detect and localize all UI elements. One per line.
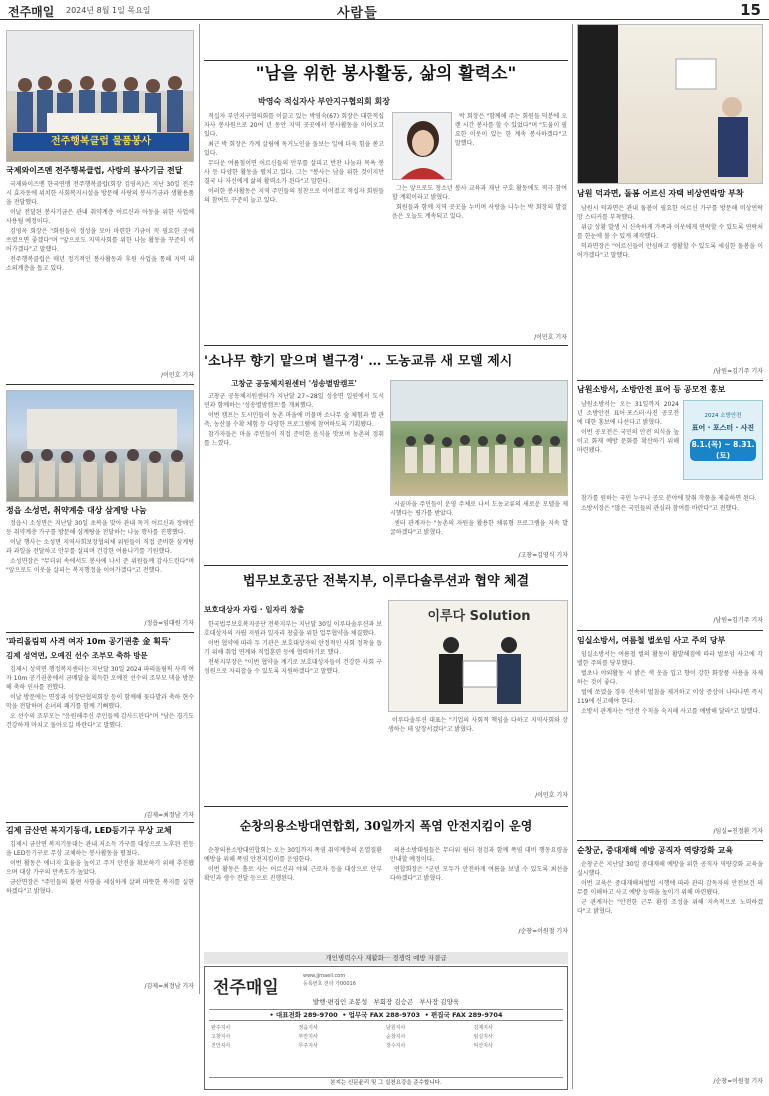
article-paragraph: 오 선수의 조부모는 "응원해주신 주민들께 감사드린다"며 "남은 경기도 건강하게 마치고 돌아오길 바란다"고 말했다.: [6, 713, 194, 729]
article-headline: 김제 금산면 복지기동대, LED등기구 무상 교체: [6, 826, 172, 835]
feature-headline: "남을 위한 봉사활동, 삶의 활력소": [255, 64, 517, 84]
article-paragraph: 남원시 덕과면은 관내 돌봄이 필요한 어르신 가구를 방문해 비상연락망 스티커를 부착했다.: [577, 205, 763, 221]
article-paragraph: 의용소방대원들은 무더위 쉼터 점검과 함께 폭염 대비 행동요령을 안내할 예정이다.: [390, 847, 568, 863]
reporter-byline: /김제=최정남 기자: [144, 983, 194, 990]
staff-line: [209, 997, 563, 1006]
article-paragraph: 이번 교육은 중대재해처벌법 시행에 따라 관리 감독자의 안전보건 의무를 이해하고 사고 예방 능력을 높이기 위해 마련됐다.: [577, 880, 763, 896]
article-paragraph: 센터 관계자는 "농촌의 자원을 활용한 체류형 프로그램을 지속 발굴하겠다"고 밝혔다.: [390, 520, 568, 536]
registration: 등록번호 전라 가00016: [303, 981, 356, 987]
article-paragraph: 최근 박 회장은 가계 살림에 독거노인을 돌보는 일에 더욱 힘을 쏟고 있다.: [204, 141, 384, 157]
article-divider: [6, 384, 194, 385]
branch-office: 정읍지사: [298, 1025, 318, 1031]
branch-office: 고창지사: [211, 1034, 231, 1040]
article-body: [204, 620, 382, 804]
editorial-fax: • 편집국 FAX 289-9704: [424, 1011, 503, 1019]
main-phone: • 대표전화 289-9700: [269, 1011, 338, 1019]
section-title: 사람들: [337, 6, 378, 21]
issue-date: 2024년 8월 1일 목요일: [66, 6, 151, 15]
article-photo: [577, 24, 763, 184]
article-headline: 정읍 소성면, 취약계층 대상 삼계탕 나눔: [6, 506, 147, 515]
article-paragraph: 박 회장은 "함께해 주는 회원들 덕분에 오랜 시간 봉사를 할 수 있었다"며 "도움이 필요한 이웃이 있는 한 계속 봉사하겠다"고 말했다.: [455, 113, 567, 147]
article-paragraph: 벌초나 야외활동 시 밝은 색 옷을 입고 향이 강한 화장품 사용을 자제하는 것이 좋다.: [577, 670, 763, 686]
article-paragraph: 위급 상황 발생 시 신속하게 가족과 이웃에게 연락할 수 있도록 연락처를 한눈에 볼 수 있게 제작했다.: [577, 224, 763, 240]
article-paragraph: 임실소방서는 여름철 벌의 활동이 활발해짐에 따라 벌쏘임 사고에 각별한 주의를 당부했다.: [577, 651, 763, 667]
article-paragraph: 이번 활동은 에너지 효율을 높이고 주거 안전을 확보하기 위해 추진됐으며 대상 가구의 만족도가 높았다.: [6, 860, 194, 876]
reporter-byline: /남원=김기주 기자: [713, 368, 763, 375]
article-body: [388, 716, 568, 766]
article-paragraph: 전북지부장은 "이번 협약을 계기로 보호대상자들이 건강한 사회 구성원으로 자리잡을 수 있도록 지원하겠다"고 말했다.: [204, 659, 382, 675]
article-paragraph: 연합회장은 "군민 모두가 안전하게 여름을 보낼 수 있도록 최선을 다하겠다"고 밝혔다.: [390, 866, 568, 882]
page-header: [0, 0, 769, 20]
article-paragraph: 순창군은 지난달 30일 중대재해 예방을 위한 공직자 역량강화 교육을 실시했다.: [577, 861, 763, 877]
article-headline: '파리올림픽 사격 여자 10m 공기권총 金 획득': [6, 637, 171, 646]
poster-title: 2024 소방안전: [704, 413, 742, 419]
article-paragraph: 벌에 쏘였을 경우 신속히 벌침을 제거하고 이상 증상이 나타나면 즉시 119에 신고해야 한다.: [577, 689, 763, 705]
article-paragraph: 이날 전달된 봉사기금은 관내 취약계층 어르신과 아동을 위한 사업에 사용될 예정이다.: [6, 209, 194, 225]
article-paragraph: 전주행복클럽은 매년 정기적인 봉사활동과 후원 사업을 통해 지역 내 소외계층을 돕고 있다.: [6, 256, 194, 272]
article-paragraph: 국제와이즈멘 한국연맹 전주행복클럽(회장 김영옥)은 지난 30일 전주시 효자동에 위치한 사회복지시설을 방문해 사랑의 봉사기금과 생활용품을 전달했다.: [6, 181, 194, 206]
article-paragraph: 정읍시 소성면은 지난달 30일 초복을 맞아 관내 독거 어르신과 장애인 등 취약계층 가구를 방문해 삼계탕을 전달하는 나눔 행사를 진행했다.: [6, 520, 194, 536]
column-divider: [199, 24, 200, 994]
article-paragraph: 이러한 봉사활동은 지역 주민들의 칭찬으로 이어졌고 적십자 회원들의 참여도 꾸준히 늘고 있다.: [204, 188, 384, 204]
article-headline: 남원소방서, 소방안전 표어 등 공모전 홍보: [577, 385, 726, 394]
article-body: [6, 840, 194, 980]
reporter-byline: /순창=이원철 기자: [713, 1078, 763, 1085]
contest-poster: [683, 400, 763, 480]
branch-office: 부안지사: [298, 1034, 318, 1040]
article-photo: [388, 600, 568, 712]
business-fax: • 업무국 FAX 288-9703: [342, 1011, 421, 1019]
article-subheadline: 김제 성역면, 오예진 선수 조부모 축하 방문: [6, 651, 148, 660]
article-paragraph: 금산면장은 "주민들의 불편 사항을 세심하게 살펴 따뜻한 복지를 실현하겠다"고 밝혔다.: [6, 879, 194, 895]
installation-illustration: [578, 25, 763, 184]
article-paragraph: 이날 방문에는 면장과 이장단협의회장 등이 함께해 꽃다발과 축하 현수막을 전달하며 손녀의 쾌거를 함께 기뻐했다.: [6, 694, 194, 710]
article-headline: 법무보호공단 전북지부, 이루다솔루션과 협약 체결: [242, 574, 530, 589]
notice-bar: 개인병력수사 재활화··· 경쟁력 예방 자결급: [204, 952, 568, 964]
portrait-photo: [392, 112, 452, 180]
masthead-box: [204, 966, 568, 1090]
article-paragraph: 이번 협약에 따라 두 기관은 보호대상자의 안정적인 사회 정착을 돕기 위해 취업 연계와 직업훈련 등에 협력하기로 했다.: [204, 640, 382, 656]
article-paragraph: 김제시 성역면 행정복지센터는 지난달 30일 2024 파리올림픽 사격 여자 10m 공기권총에서 금메달을 획득한 오예진 선수의 조부모 댁을 방문해 축하 인사를 전했다.: [6, 666, 194, 691]
article-photo: [390, 380, 568, 496]
article-paragraph: 참가를 원하는 국민 누구나 공모 분야에 맞춰 작품을 제출하면 된다.: [581, 495, 757, 502]
article-paragraph: 적십자 부안지구협의회를 이끌고 있는 박영숙(67) 회장은 대한적십자사 봉사원으로 20여 년 동안 지역 곳곳에서 봉사활동을 이어오고 있다.: [204, 113, 384, 138]
ceo: 부회장 김승곤: [373, 998, 414, 1006]
contact-line: [209, 1009, 563, 1021]
article-paragraph: 무더운 여름철이면 어르신들의 안부를 살피고 반찬 나눔과 목욕 봉사 등 다양한 활동을 펼치고 있다. 그는 "봉사는 남을 위한 것이지만 결국 나 자신에게 삶의 활력소가 된다"고 말한다.: [204, 160, 384, 185]
reporter-byline: /정읍=임대원 기자: [144, 620, 194, 627]
branch-office: 임실지사: [473, 1034, 493, 1040]
reporter-byline: /고창=김영식 기자: [518, 552, 568, 559]
branch-office: 김제지사: [473, 1025, 493, 1031]
vice-president: 부사장 김양욱: [419, 998, 460, 1006]
article-divider: [6, 632, 194, 633]
article-body: [392, 184, 567, 332]
article-photo: [6, 390, 194, 502]
article-divider: [6, 822, 194, 823]
article-paragraph: 김제시 금산면 복지기동대는 관내 저소득 가구를 대상으로 노후된 전등을 LED등기구로 무상 교체하는 봉사활동을 펼쳤다.: [6, 841, 194, 857]
reporter-byline: /순창=이원철 기자: [518, 928, 568, 935]
article-photo: [6, 30, 194, 162]
page-number: 15: [740, 1, 761, 19]
reporter-byline: /이민호 기자: [161, 372, 194, 379]
article-paragraph: 시골마을 주민들이 운영 주체로 나서 도농교류의 새로운 모델을 제시했다는 평가를 받았다.: [390, 501, 568, 517]
article-divider: [204, 345, 568, 346]
article-divider: [577, 380, 763, 381]
article-body: [204, 112, 384, 336]
article-divider: [577, 630, 763, 631]
article-body: [577, 204, 763, 366]
article-divider: [577, 840, 763, 841]
article-paragraph: 이번 공모전은 국민의 안전 의식을 높이고 화재 예방 문화를 확산하기 위해 마련됐다.: [577, 429, 679, 454]
photo-banner: 이루다 Solution: [427, 609, 531, 624]
article-paragraph: 이날 행사는 소성면 지역사회보장협의체 위원들이 직접 준비한 삼계탕과 과일을 전달하고 안부를 살피며 건강한 여름나기를 기원했다.: [6, 539, 194, 555]
article-headline: 순창군, 중대재해 예방 공직자 역량강화 교육: [577, 846, 734, 855]
branch-office: 남원지사: [386, 1025, 406, 1031]
website[interactable]: www.jjmaeil.com: [303, 973, 346, 979]
article-paragraph: 이번 캠프는 도시민들이 농촌 마을에 머물며 소나무 숲 체험과 별 관측, 농산물 수확 체험 등 다양한 프로그램에 참여하도록 기획됐다.: [204, 412, 384, 428]
article-paragraph: 고창군 공동체지원센터가 지난달 27~28일 성송면 일원에서 도시민과 함께하는 '성송별밤캠프'를 개최했다.: [204, 393, 384, 409]
branch-office: 익산지사: [473, 1043, 493, 1049]
article-body: [204, 392, 384, 560]
article-headline: 국제와이즈멘 전주행복클럽, 사랑의 봉사기금 전달: [6, 166, 183, 175]
article-subheadline: 박영숙 적십자사 부안지구협의회 회장: [257, 97, 390, 106]
footer-logo: 전주매일: [213, 978, 279, 998]
group-photo-illustration: [7, 391, 194, 502]
article-paragraph: 소방서장은 "많은 국민들의 관심과 참여를 바란다"고 전했다.: [581, 505, 739, 512]
reporter-byline: /남원=김기주 기자: [713, 617, 763, 624]
article-body: [390, 846, 568, 930]
column-divider: [572, 24, 573, 1089]
outdoor-group-illustration: [391, 381, 568, 496]
article-divider: [204, 806, 568, 807]
branch-office: 완주지사: [211, 1025, 231, 1031]
article-paragraph: 이루다솔루션 대표는 "기업의 사회적 책임을 다하고 지역사회와 상생하는 데 앞장서겠다"고 밝혔다.: [388, 717, 568, 733]
article-headline: 임실소방서, 여름철 벌쏘임 사고 주의 당부: [577, 636, 726, 645]
article-paragraph: 회원들과 함께 지역 곳곳을 누비며 사랑을 나누는 박 회장의 발걸음은 오늘도 계속되고 있다.: [392, 204, 567, 220]
publisher: 발행·편집인 조봉성: [312, 998, 368, 1006]
article-paragraph: 순창의용소방대연합회는 오는 30일까지 폭염 취약계층의 온열질환 예방을 위해 폭염 안전지킴이를 운영한다.: [204, 847, 382, 863]
article-paragraph: 소방서 관계자는 "안전 수칙을 숙지해 사고를 예방해 달라"고 말했다.: [581, 708, 761, 715]
ethics-statement: 본지는 신문윤리 및 그 실천요강을 준수합니다.: [209, 1077, 563, 1088]
article-paragraph: 그는 앞으로도 청소년 봉사 교육과 재난 구호 활동에도 적극 참여할 계획이라고 밝혔다.: [392, 185, 567, 201]
article-paragraph: 한국법무보호복지공단 전북지부는 지난달 30일 이루다솔루션과 보호대상자의 자립 지원과 일자리 창출을 위한 업무협약을 체결했다.: [204, 621, 382, 637]
branch-office: 장수지사: [386, 1043, 406, 1049]
photo-banner: 전주행복클럽 물품봉사: [13, 133, 189, 151]
article-paragraph: 소성면장은 "무더위 속에서도 봉사에 나서 준 위원들께 감사드린다"며 "앞으로도 이웃을 살피는 복지행정을 이어가겠다"고 전했다.: [6, 558, 194, 574]
article-paragraph: 김영옥 회장은 "회원들이 정성을 모아 마련한 기금이 꼭 필요한 곳에 쓰였으면 좋겠다"며 "앞으로도 지역사회를 위한 나눔 활동을 꾸준히 이어가겠다"고 말했다.: [6, 228, 194, 253]
article-body: [577, 860, 763, 1060]
article-subheadline: 고창군 공동체지원센터 '성송별밤캠프': [231, 379, 357, 388]
branch-list: [211, 1025, 561, 1050]
portrait-illustration: [393, 113, 452, 180]
poster-subtitle: 표어 · 포스터 · 사진: [691, 424, 755, 432]
article-paragraph: 덕과면장은 "어르신들이 안심하고 생활할 수 있도록 세심한 돌봄을 이어가겠다"고 말했다.: [577, 243, 763, 259]
branch-office: 무주지사: [298, 1043, 318, 1049]
branch-office: 진안지사: [211, 1043, 231, 1049]
reporter-byline: /김제=최정남 기자: [144, 812, 194, 819]
masthead-logo: 전주매일: [8, 5, 55, 19]
article-body: [577, 650, 763, 828]
article-paragraph: 군 관계자는 "안전한 근무 환경 조성을 위해 지속적으로 노력하겠다"고 밝혔다.: [577, 899, 763, 915]
article-body: [6, 180, 194, 326]
branch-office: 순창지사: [386, 1034, 406, 1040]
reporter-byline: /임실=진정환 기자: [713, 828, 763, 835]
article-body: [6, 519, 194, 619]
reporter-byline: /이민호 기자: [535, 792, 568, 799]
reporter-byline: /이민호 기자: [534, 334, 567, 341]
article-paragraph: 참가자들은 마을 주민들이 직접 준비한 음식을 맛보며 농촌의 정취를 느꼈다.: [204, 431, 384, 447]
poster-dates: 8.1.(목) ~ 8.31.(토): [691, 440, 755, 460]
article-body: [577, 400, 679, 492]
article-body: [6, 665, 194, 815]
article-paragraph: 이번 활동은 홀로 사는 어르신과 야외 근로자 등을 대상으로 안부 확인과 생수 전달 등으로 진행된다.: [204, 866, 382, 882]
article-body: [577, 494, 763, 614]
article-paragraph: 남원소방서는 오는 31일까지 2024년 소방안전 표어·포스터·사진 공모전에 대한 홍보에 나선다고 밝혔다.: [577, 401, 679, 426]
article-headline: 남원 덕과면, 돌봄 어르신 자택 비상연락망 부착: [577, 189, 744, 198]
article-headline: '소나무 향기 맡으며 별구경' … 도농교류 새 모델 제시: [204, 354, 513, 369]
article-divider: [204, 565, 568, 566]
article-subheadline: 보호대상자 자립 · 일자리 창출: [204, 605, 305, 614]
article-headline: 순창의용소방대연합회, 30일까지 폭염 안전지킴이 운영: [239, 819, 533, 833]
article-body: [390, 500, 568, 558]
article-body: [455, 112, 567, 180]
article-divider: [204, 60, 568, 61]
article-body: [204, 846, 382, 938]
